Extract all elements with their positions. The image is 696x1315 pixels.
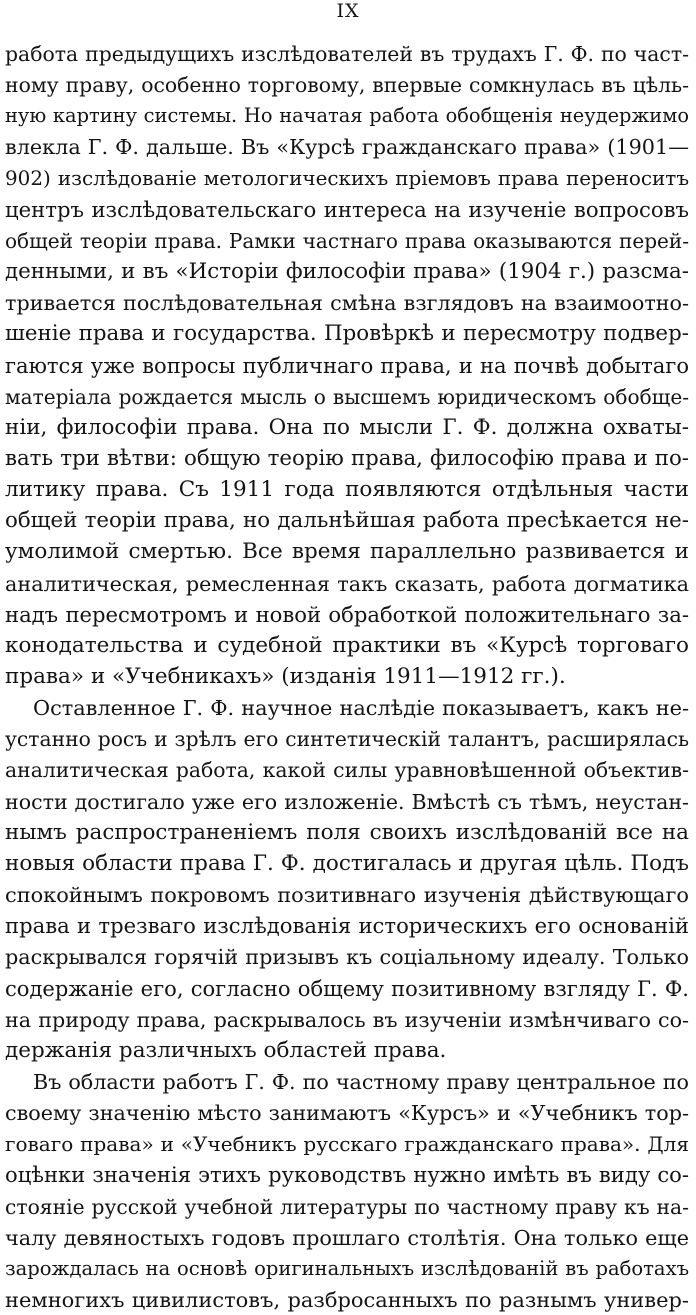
text-line: денными, и въ «Исторіи философіи права» (1904 г.) разсма- <box>5 259 689 284</box>
text-line: Въ области работъ Г. Ф. по частному праву центральное по <box>33 1070 689 1094</box>
text-line: права и трезваго изслѣдованія историческихъ его основаній <box>5 913 689 939</box>
text-line: 902) изслѣдованіе метологическихъ пріемовъ права переноситъ <box>5 166 689 190</box>
text-line: ному праву, особенно торговому, впервые сомкнулась въ цѣль- <box>5 73 689 98</box>
text-line: вать три вѣтви: общую теорію права, философію права и по- <box>5 445 689 471</box>
text-line: ніи, философіи права. Она по мысли Г. Ф. должна охваты- <box>5 414 689 440</box>
text-line: права» и «Учебникахъ» (изданія 1911—1912 гг.). <box>5 664 566 689</box>
text-line: шеніе права и государства. Провѣркѣ и пересмотру подвер- <box>5 321 689 347</box>
text-line: аналитическая, ремесленная такъ сказать, работа догматика <box>5 571 689 596</box>
text-line: гаются уже вопросы публичнаго права, и на почвѣ добытаго <box>5 352 689 378</box>
page-number: IX <box>336 0 360 22</box>
text-line: тривается послѣдовательная смѣна взглядовъ на взаимоотно- <box>5 291 689 316</box>
text-line: общей теоріи права, но дальнѣйшая работа пресѣкается не- <box>5 508 689 534</box>
text-line: ную картину системы. Но начатая работа обобщенія неудержимо <box>5 104 689 128</box>
text-line: оцѣнки значенія этихъ руководствъ нужно имѣть въ виду со- <box>5 1162 689 1188</box>
text-line: влекла Г. Ф. дальше. Въ «Курсѣ гражданскаго права» (1901— <box>5 135 689 160</box>
text-line: устанно росъ и зрѣлъ его синтетическій талантъ, расширялась <box>5 727 689 752</box>
text-line: говаго права» и «Учебникъ русскаго гражданскаго права». Для <box>5 1132 689 1157</box>
text-line: работа предыдущихъ изслѣдователей въ трудахъ Г. Ф. по част- <box>5 42 689 66</box>
text-line: спокойнымъ покровомъ позитивнаго изученія дѣйствующаго <box>5 883 689 907</box>
text-line: на природу права, раскрывалось въ изученіи измѣнчиваго со- <box>5 1007 689 1032</box>
text-line: общей теоріи права. Рамки частнаго права оказываются перей- <box>5 228 689 253</box>
text-line: конодательства и судебной практики въ «Курсѣ торговаго <box>5 632 689 658</box>
text-line: надъ пересмотромъ и новой обработкой положительнаго за- <box>5 601 689 627</box>
text-line: матеріала рождается мысль о высшемъ юридическомъ обобще- <box>5 384 689 409</box>
text-line: новыя области права Г. Ф. достигалась и другая цѣль. Подъ <box>5 850 689 876</box>
text-line: зарождалась на основѣ оригинальныхъ изслѣдованій въ работахъ <box>5 1256 689 1280</box>
text-line: ности достигало уже его изложеніе. Вмѣстѣ съ тѣмъ, неустан- <box>5 789 689 814</box>
text-line: содержаніе его, согласно общему позитивному взгляду Г. Ф. <box>5 975 689 1001</box>
text-line: чалу девяностыхъ годовъ прошлаго столѣтія. Она только еще <box>5 1225 689 1250</box>
text-line: стояніе русской учебной литературы по частному праву къ на- <box>5 1194 689 1219</box>
text-line: аналитическая работа, какой силы уравновѣшенной объектив- <box>5 758 689 783</box>
text-line: центръ изслѣдовательскаго интереса на изученіе вопросовъ <box>5 196 689 222</box>
text-line: раскрывался горячій призывъ къ соціальному идеалу. Только <box>5 945 689 970</box>
text-line: литику права. Съ 1911 года появляются отдѣльныя части <box>5 477 689 503</box>
text-line: нымъ распространеніемъ поля своихъ изслѣдованій все на <box>5 819 689 845</box>
text-line: умолимой смертью. Все время параллельно развивается и <box>5 539 689 565</box>
text-line: немногихъ цивилистовъ, разбросанныхъ по разнымъ универ- <box>5 1288 689 1312</box>
text-line: своему значенію мѣсто занимаютъ «Курсъ» и «Учебникъ тор- <box>5 1101 689 1126</box>
text-line: Оставленное Г. Ф. научное наслѣдіе показываетъ, какъ не- <box>33 696 689 721</box>
text-line: держанія различныхъ областей права. <box>5 1037 447 1063</box>
